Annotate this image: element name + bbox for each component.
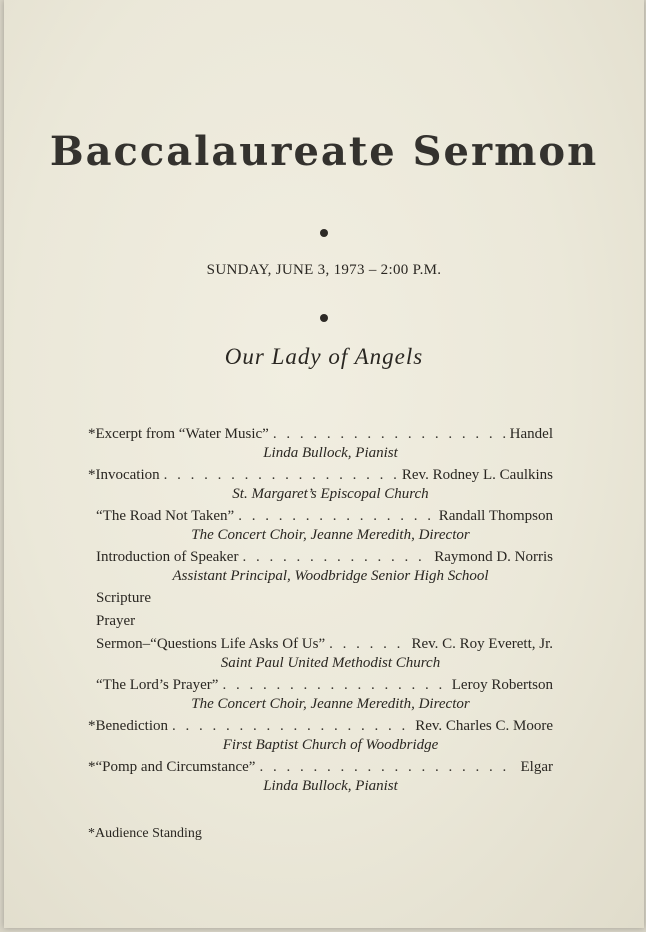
program-item-subtitle: Saint Paul United Methodist Church	[220, 655, 441, 671]
program-item-prayer: Prayer	[96, 613, 136, 629]
program-item-subtitle: The Concert Choir, Jeanne Meredith, Director	[191, 696, 470, 712]
program-item-performer: Rev. C. Roy Everett, Jr.	[411, 636, 553, 652]
program-item-performer: Rev. Charles C. Moore	[415, 718, 553, 734]
program-item-title: *Invocation	[88, 467, 160, 483]
program-item-subtitle: First Baptist Church of Woodbridge	[222, 737, 439, 753]
program-item	[88, 717, 553, 754]
program-item-performer: Randall Thompson	[438, 508, 553, 524]
program-item-subtitle: Assistant Principal, Woodbridge Senior High School	[172, 568, 489, 584]
program-item-subtitle: Linda Bullock, Pianist	[263, 445, 398, 461]
bullet-ornament	[320, 229, 328, 237]
dot-leader	[164, 466, 398, 485]
program-item-title: Sermon–“Questions Life Asks Of Us”	[96, 636, 326, 652]
dot-leader	[238, 507, 434, 526]
program-item	[88, 425, 553, 462]
program-item-title: *“Pomp and Circumstance”	[88, 759, 256, 775]
program-item-performer: Rev. Rodney L. Caulkins	[401, 467, 553, 483]
program-item	[88, 676, 553, 713]
program-item-title: Introduction of Speaker	[96, 549, 239, 565]
dot-leader	[259, 758, 516, 777]
event-place: Our Lady of Angels	[224, 344, 424, 369]
dot-leader	[222, 676, 447, 695]
program-item-subtitle: Linda Bullock, Pianist	[263, 778, 398, 794]
program-item-title: “The Lord’s Prayer”	[96, 677, 219, 693]
program-item	[88, 507, 553, 544]
event-date: SUNDAY, JUNE 3, 1973 – 2:00 P.M.	[206, 262, 442, 278]
dot-leader	[329, 635, 407, 654]
dot-leader	[172, 717, 411, 736]
program-item	[88, 548, 553, 585]
program-item	[88, 635, 553, 672]
program-item-performer: Elgar	[520, 759, 553, 775]
program-item	[88, 466, 553, 503]
program-item-performer: Leroy Robertson	[451, 677, 553, 693]
program-card	[4, 0, 644, 928]
program-item-title: *Benediction	[88, 718, 168, 734]
order-of-service	[88, 425, 553, 799]
bullet-ornament	[320, 314, 328, 322]
program-item-scripture: Scripture	[96, 590, 151, 606]
program-item-title: *Excerpt from “Water Music”	[88, 426, 269, 442]
audience-standing-note: *Audience Standing	[88, 826, 202, 841]
program-item-performer: Handel	[509, 426, 553, 442]
dot-leader	[273, 425, 506, 444]
program-item-performer: Raymond D. Norris	[434, 549, 553, 565]
program-item-subtitle: The Concert Choir, Jeanne Meredith, Director	[191, 527, 470, 543]
program-item-title: “The Road Not Taken”	[96, 508, 235, 524]
program-item-subtitle: St. Margaret’s Episcopal Church	[232, 486, 429, 502]
dot-leader	[242, 548, 430, 567]
program-title: Baccalaureate Sermon	[49, 128, 599, 175]
program-item	[88, 758, 553, 795]
